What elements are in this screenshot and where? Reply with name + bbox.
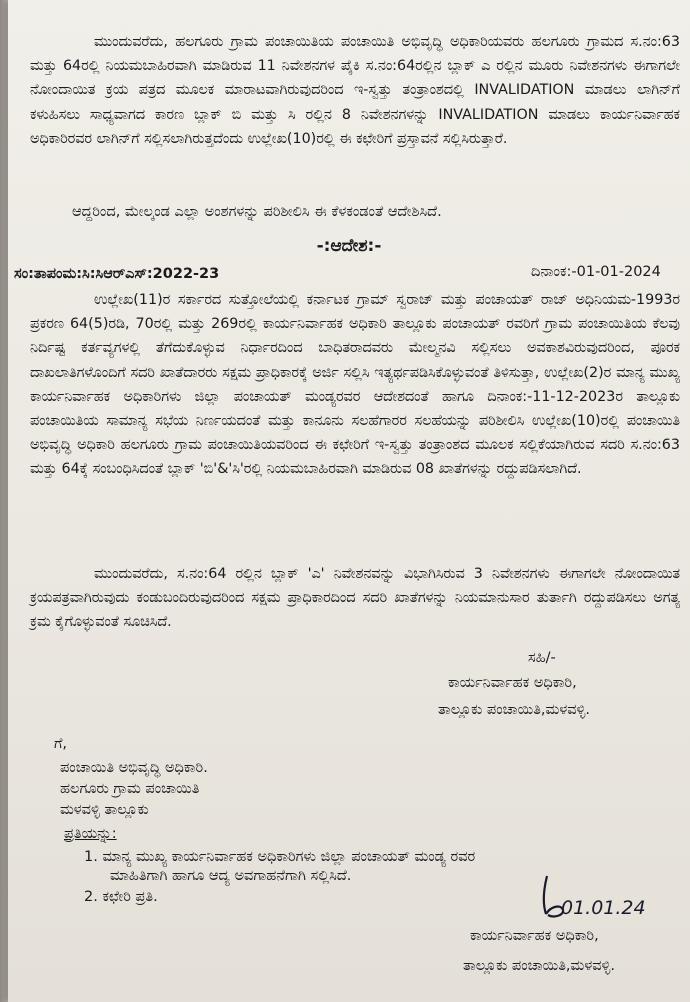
recipient-line-1: ಪಂಚಾಯಿತಿ ಅಭಿವೃದ್ಧಿ ಅಧಿಕಾರಿ.: [60, 760, 208, 776]
order-number: ಸಂ:ತಾಪಂಮ:ಸಿ:ಸಿಆರ್‌ಎಸ್:2022-23: [14, 266, 220, 282]
copy-item-1: 1. ಮಾನ್ಯ ಮುಖ್ಯ ಕಾರ್ಯನಿರ್ವಾಹಕ ಅಧಿಕಾರಿಗಳು ಜಿಲ್ಲಾ ಪಂಚಾಯತ್ ಮಂಡ್ಯ ರವರ: [84, 849, 476, 865]
order-date: ದಿನಾಂಕ:-01-01-2024: [531, 264, 661, 280]
signature-date: 01.01.24: [561, 897, 646, 919]
top-signatory-designation: ಕಾರ್ಯನಿರ್ವಾಹಕ ಅಧಿಕಾರಿ,: [448, 675, 577, 691]
order-paragraph-1: ಉಲ್ಲೇಖ(11)ರ ಸರ್ಕಾರದ ಸುತ್ತೋಲೆಯಲ್ಲಿ ಕರ್ನಾಟಕ ಗ್ರಾಮ್ ಸ್ವರಾಜ್ ಮತ್ತು ಪಂಚಾಯತ್ ರಾಜ್ ಅಧಿನಿಯಮ-1993ರ ಪ್ರಕರಣ 64(5)ರಡಿ, 70ರಲ್ಲಿ ಮತ್ತು 269ರಲ್ಲಿ ಕಾರ್ಯನಿರ್ವಾಹಕ ಅಧಿಕಾರಿ ತಾಲ್ಲೂಕು ಪಂಚಾಯತ್ ರವರಿಗೆ ಗ್ರಾಮ ಪಂಚಾಯಿತಿಯ ಕೆಲವು ನಿರ್ದಿಷ್ಟ ಕರ್ತವ್ಯಗಳಲ್ಲಿ ತೆಗೆದುಕೊಳ್ಳುವ ನಿರ್ಧಾರದಿಂದ ಬಾಧಿತರಾದವರು ಮೇಲ್ಮನವಿ ಸಲ್ಲಿಸಲು ಅವಕಾಶವಿರುವುದರಿಂದ, ಪೂರಕ ದಾಖಲಾತಿಗಳೊಂದಿಗೆ ಸದರಿ ಖಾತೆದಾರರು ಸಕ್ಷಮ ಪ್ರಾಧಿಕಾರಕ್ಕೆ ಅರ್ಜಿ ಸಲ್ಲಿಸಿ ಇತ್ಯರ್ಥಪಡಿಸಿಕೊಳ್ಳುವಂತೆ ತಿಳಿಸುತ್ತಾ, ಉಲ್ಲೇಖ(2)ರ ಮಾನ್ಯ ಮುಖ್ಯ ಕಾರ್ಯನಿರ್ವಾಹಕ ಅಧಿಕಾರಿಗಳು ಜಿಲ್ಲಾ ಪಂಚಾಯತ್ ಮಂಡ್ಯರವರ ಆದೇಶದಂತೆ ಹಾಗೂ ದಿನಾಂಕ:-11-12-2023ರ ತಾಲ್ಲೂಕು ಪಂಚಾಯಿತಿಯ ಸಾಮಾನ್ಯ ಸಭೆಯ ನಿರ್ಣಯದಂತೆ ಮತ್ತು ಕಾನೂನು ಸಲಹೆಗಾರರ ಸಲಹೆಯನ್ನು ಪರಿಶೀಲಿಸಿ ಉಲ್ಲೇಖ(10)ರಲ್ಲಿ ಪಂಚಾಯಿತಿ ಅಭಿವೃದ್ಧಿ ಅಧಿಕಾರಿ ಹಲಗೂರು ಗ್ರಾಮ ಪಂಚಾಯಿತಿಯವರಿಂದ ಈ ಕಛೇರಿಗೆ ಇ-ಸ್ವತ್ತು ತಂತ್ರಾಂಶದ ಮೂಲಕ ಸಲ್ಲಿಕೆಯಾಗಿರುವ ಸದರಿ ಸ.ನಂ:63 ಮತ್ತು 64ಕ್ಕೆ ಸಂಬಂಧಿಸಿದಂತೆ ಬ್ಲಾಕ್ 'ಬಿ'&'ಸಿ'ರಲ್ಲಿ ನಿಯಮಬಾಹಿರವಾಗಿ ಮಾಡಿರುವ 08 ಖಾತೆಗಳನ್ನು ರದ್ದುಪಡಿಸಲಾಗಿದೆ.: [30, 292, 680, 478]
copy-item-1-continued: ಮಾಹಿತಿಗಾಗಿ ಹಾಗೂ ಆದ್ಯ ಅವಗಾಹನೆಗಾಗಿ ಸಲ್ಲಿಸಿದೆ.: [110, 868, 352, 884]
bottom-signatory-designation: ಕಾರ್ಯನಿರ್ವಾಹಕ ಅಧಿಕಾರಿ,: [470, 928, 599, 944]
recipient-line-2: ಹಲಗೂರು ಗ್ರಾಮ ಪಂಚಾಯಿತಿ: [60, 781, 200, 797]
order-paragraph-2: ಮುಂದುವರೆದು, ಸ.ನಂ:64 ರಲ್ಲಿನ ಬ್ಲಾಕ್ 'ಎ' ನಿವೇಶನವನ್ನು ವಿಭಾಗಿಸಿರುವ 3 ನಿವೇಶನಗಳು ಈಗಾಗಲೇ ನೋಂದಾಯಿತ ಕ್ರಯಪತ್ರವಾಗಿರುವುದು ಕಂಡುಬಂದಿರುವುದರಿಂದ ಸಕ್ಷಮ ಪ್ರಾಧಿಕಾರದಿಂದ ಸದರಿ ಖಾತೆಗಳನ್ನು ನಿಯಮಾನುಸಾರ ತುರ್ತಾಗಿ ರದ್ದುಪಡಿಸಲು ಅಗತ್ಯ ಕ್ರಮ ಕೈಗೊಳ್ಳುವಂತೆ ಸೂಚಿಸಿದೆ.: [30, 566, 680, 631]
intro-paragraph: ಮುಂದುವರೆದು, ಹಲಗೂರು ಗ್ರಾಮ ಪಂಚಾಯಿತಿಯ ಪಂಚಾಯಿತಿ ಅಭಿವೃದ್ಧಿ ಅಧಿಕಾರಿಯವರು ಹಲಗೂರು ಗ್ರಾಮದ ಸ.ನಂ:63 ಮತ್ತು 64ರಲ್ಲಿ ನಿಯಮಬಾಹಿರವಾಗಿ ಮಾಡಿರುವ 11 ನಿವೇಶನಗಳ ಪೈಕಿ ಸ.ನಂ:64ರಲ್ಲಿನ ಬ್ಲಾಕ್ ಎ ರಲ್ಲಿನ ಮೂರು ನಿವೇಶನಗಳು ಈಗಾಗಲೇ ನೋಂದಾಯಿತ ಕ್ರಯ ಪತ್ರದ ಮೂಲಕ ಮಾರಾಟವಾಗಿರುವುದರಿಂದ ಇ-ಸ್ವತ್ತು ತಂತ್ರಾಂಶದಲ್ಲಿ INVALIDATION ಮಾಡಲು ಲಾಗಿನ್‌ಗೆ ಕಳುಹಿಸಲು ಸಾಧ್ಯವಾಗದ ಕಾರಣ ಬ್ಲಾಕ್ ಬಿ ಮತ್ತು ಸಿ ರಲ್ಲಿನ 8 ನಿವೇಶನಗಳನ್ನು INVALIDATION ಮಾಡಲು ಕಾರ್ಯನಿರ್ವಾಹಕ ಅಧಿಕಾರಿರವರ ಲಾಗಿನ್‌ಗೆ ಸಲ್ಲಿಸಲಾಗಿರುತ್ತದೆಂದು ಉಲ್ಲೇಖ(10)ರಲ್ಲಿ ಈ ಕಛೇರಿಗೆ ಪ್ರಸ್ತಾವನೆ ಸಲ್ಲಿಸಿರುತ್ತಾರೆ.: [30, 34, 680, 147]
recipient-line-3: ಮಳವಳ್ಳಿ ತಾಲ್ಲೂಕು: [60, 802, 149, 818]
copies-heading: ಪ್ರತಿಯನ್ನು:: [64, 826, 117, 842]
recipient-to: ಗೆ,: [54, 736, 68, 752]
order-heading: -:ಆದೇಶ:-: [316, 236, 382, 256]
handwritten-signature: [523, 872, 673, 922]
top-signatory-office: ತಾಲ್ಲೂಕು ಪಂಚಾಯಿತಿ,ಮಳವಳ್ಳಿ.: [438, 702, 590, 718]
copy-item-2: 2. ಕಛೇರಿ ಪ್ರತಿ.: [84, 889, 158, 905]
bottom-signatory-office: ತಾಲ್ಲೂಕು ಪಂಚಾಯಿತಿ,ಮಳವಳ್ಳಿ.: [463, 958, 615, 974]
intro-conclusion: ಆದ್ದರಿಂದ, ಮೇಲ್ಕಂಡ ಎಲ್ಲಾ ಅಂಶಗಳನ್ನು ಪರಿಶೀಲಿಸಿ ಈ ಕೆಳಕಂಡಂತೆ ಆದೇಶಿಸಿದೆ.: [72, 204, 442, 220]
document-sheet: [8, 0, 690, 1002]
sd-mark: ಸಹಿ/-: [528, 650, 556, 666]
